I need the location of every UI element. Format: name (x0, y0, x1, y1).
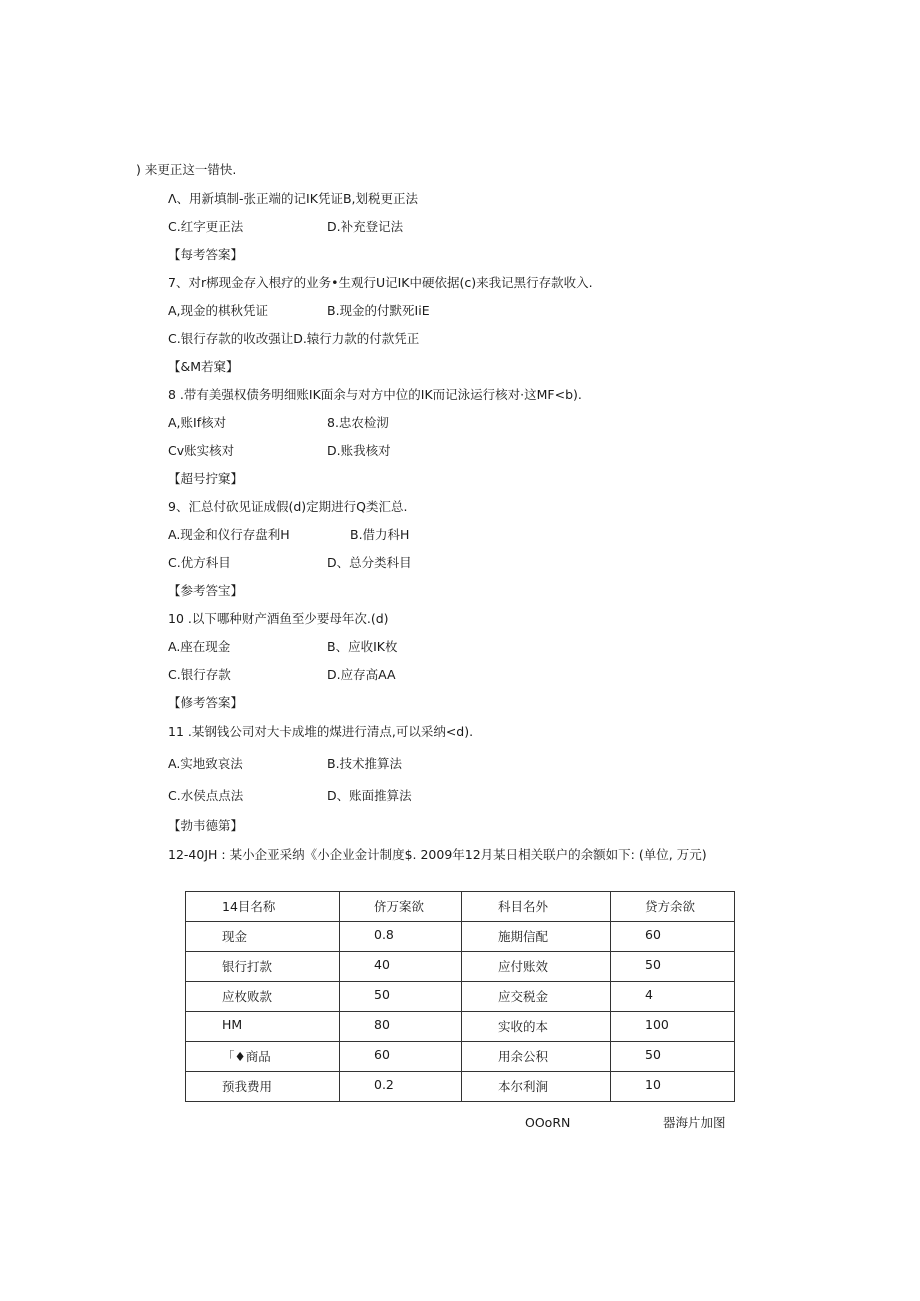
q11-option-a: A.实地致哀法 (168, 756, 243, 771)
q7-option-a: A,现金的棋秋凭证 (168, 303, 269, 318)
table-cell: 0.8 (340, 922, 462, 952)
q7-option-c-d: C.银行存款的收改强让D.辕行力款的付款凭正 (168, 331, 420, 346)
table-cell: 用余公积 (462, 1042, 611, 1072)
table-cell: 应交税金 (462, 982, 611, 1012)
q6-option-d: D.补充登记法 (327, 219, 404, 234)
table-header-cell: 14目名称 (186, 892, 340, 922)
table-cell: 10 (611, 1072, 735, 1102)
table-cell: 50 (340, 982, 462, 1012)
table-cell: 应枚败款 (186, 982, 340, 1012)
q7-option-b: B.现金的付默死IiE (327, 303, 430, 318)
q6-option-c: C.红字更正法 (168, 219, 244, 234)
q10-option-c: C.银行存款 (168, 667, 231, 682)
table-cell: 现金 (186, 922, 340, 952)
account-balance-table (185, 891, 735, 1102)
table-cell: 本尔利涧 (462, 1072, 611, 1102)
table-row (186, 1072, 735, 1102)
q8-answer-label: 【超号拧窠】 (168, 471, 244, 486)
table-cell: 40 (340, 952, 462, 982)
table-cell: 应付账效 (462, 952, 611, 982)
table-cell: 实收的本 (462, 1012, 611, 1042)
table-row (186, 1042, 735, 1072)
q6-answer-label: 【每考答案】 (168, 247, 244, 262)
q11-option-c: C.水侯点点法 (168, 788, 244, 803)
q10-option-d: D.应存高AA (327, 667, 396, 682)
table-cell: 预我费用 (186, 1072, 340, 1102)
table-row (186, 952, 735, 982)
q6-option-a-b: Λ、用新填制-张正端的记IK凭证B,划税更正法 (168, 191, 418, 206)
q11-option-d: D、账面推算法 (327, 788, 412, 803)
table-cell: 60 (611, 922, 735, 952)
table-cell: 100 (611, 1012, 735, 1042)
table-cell: 0.2 (340, 1072, 462, 1102)
table-header-cell: 科目名外 (462, 892, 611, 922)
q10-answer-label: 【修考答案】 (168, 695, 244, 710)
table-row (186, 982, 735, 1012)
q8-option-b: 8.忠农检沏 (327, 415, 389, 430)
table-cell: HM (186, 1012, 340, 1042)
q11-answer-label: 【勃韦德第】 (168, 818, 244, 833)
table-cell: 50 (611, 1042, 735, 1072)
footer-right-text: 器海片加图 (663, 1115, 726, 1130)
q9-option-c: C.优方科目 (168, 555, 231, 570)
table-header-cell: 侪万案欲 (340, 892, 462, 922)
q8-option-a: A,账If核对 (168, 415, 227, 430)
q11-option-b: B.技术推算法 (327, 756, 403, 771)
q8-question: 8 .带有美强权债务明细账IK面余与对方中位的IK而记泳运行核对·这MF<b). (168, 387, 582, 402)
q9-option-b: B.借力科H (350, 527, 410, 542)
q8-option-d: D.账我核对 (327, 443, 391, 458)
q7-question: 7、对r梆现金存入根疗的业务•生观行U记IK中硬依据(c)来我记黑行存款收入. (168, 275, 593, 290)
q9-question: 9、汇总付砍见证成假(d)定期进行Q类汇总. (168, 499, 408, 514)
q10-question: 10 .以下哪种财产酒鱼至少要母年次.(d) (168, 611, 389, 626)
table-cell: 80 (340, 1012, 462, 1042)
q9-option-a: A.现金和仪行存盘利H (168, 527, 290, 542)
q12-question: 12-40JH : 某小企亚采纳《小企业金计制度$. 2009年12月某日相关联户的余额如下: (单位, 万元) (168, 847, 707, 862)
table-header-cell: 贷方余欲 (611, 892, 735, 922)
table-cell: 60 (340, 1042, 462, 1072)
table-row (186, 922, 735, 952)
q11-question: 11 .某钢钱公司对大卡成堆的煤进行清点,可以采纳<d). (168, 724, 474, 739)
table-row (186, 1012, 735, 1042)
table-cell: 银行打款 (186, 952, 340, 982)
line-correction-intro: ) 来更正这一错快. (136, 162, 237, 177)
footer-left-text: OOoRN (525, 1115, 571, 1130)
q8-option-c: Cv账实核对 (168, 443, 235, 458)
table-cell: 施期信配 (462, 922, 611, 952)
q7-answer-label: 【&M若窠】 (168, 359, 239, 374)
table-header-row (186, 892, 735, 922)
q9-answer-label: 【参考答宝】 (168, 583, 244, 598)
table-cell: 4 (611, 982, 735, 1012)
table-cell: 50 (611, 952, 735, 982)
table-cell: 「♦商品 (186, 1042, 340, 1072)
q10-option-a: A.座在现金 (168, 639, 231, 654)
q10-option-b: B、应收IK枚 (327, 639, 398, 654)
q9-option-d: D、总分类科目 (327, 555, 412, 570)
